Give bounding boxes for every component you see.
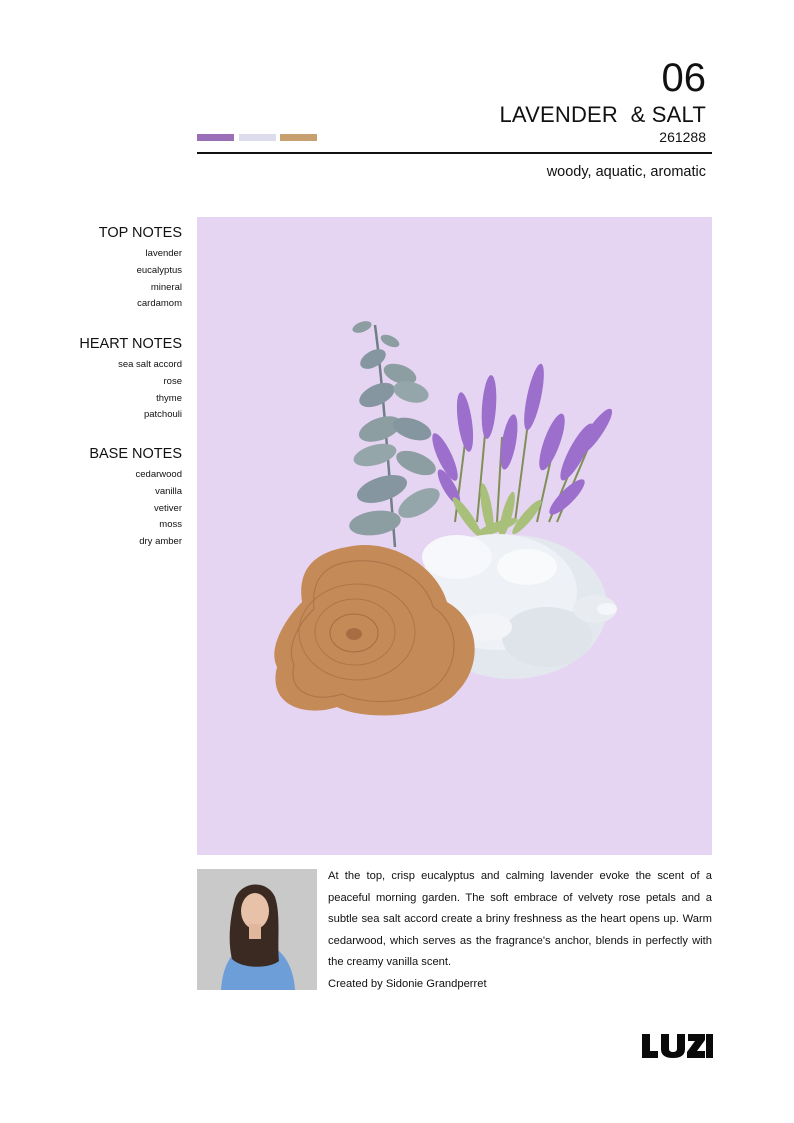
fragrance-code: 261288 [659, 129, 706, 145]
swatch-lightgray [239, 134, 276, 141]
top-notes-heading: TOP NOTES [98, 225, 182, 241]
fragrance-title: LAVENDER & SALT [499, 102, 706, 127]
top-notes [99, 224, 182, 313]
base-notes-list [89, 467, 182, 551]
top-notes-list [99, 246, 182, 313]
base-notes-heading: BASE NOTES [89, 446, 182, 462]
note-item: vanilla [155, 485, 182, 497]
luzi-logo [640, 1030, 714, 1060]
note-item: patchouli [143, 409, 182, 421]
description-text: At the top, crisp eucalyptus and calming lavender evoke the scent of a peaceful morning garden. The soft embrace of velvety rose petals and a subtle sea salt accord create a briny freshness as the heart opens up. Warm cedarwood, which serves as the fragrance's anchor, blends in perfectly with the creamy vanilla scent. [328, 870, 712, 969]
note-item: sea salt accord [118, 359, 182, 370]
heart-notes-heading: HEART NOTES [79, 336, 182, 352]
perfumer-portrait [197, 869, 317, 990]
heart-notes-list [79, 357, 182, 424]
note-item: dry amber [139, 536, 182, 548]
fragrance-description [328, 866, 712, 996]
heart-notes [79, 335, 182, 424]
header-rule [197, 152, 712, 154]
note-item: cedarwood [135, 469, 182, 480]
note-item: moss [159, 519, 182, 531]
note-item: lavender [145, 248, 182, 259]
note-item: rose [163, 375, 182, 387]
swatch-tan [280, 134, 317, 141]
note-item: vetiver [154, 502, 182, 514]
base-notes [89, 445, 182, 551]
fragrance-number: 06 [661, 56, 706, 100]
note-item: mineral [150, 281, 182, 293]
note-item: eucalyptus [136, 264, 182, 276]
ingredients-visual [197, 217, 712, 855]
scent-families: woody, aquatic, aromatic [546, 164, 706, 180]
note-item: cardamom [137, 298, 182, 310]
note-item: thyme [156, 392, 182, 404]
perfumer-credit: Created by Sidonie Grandperret [328, 977, 487, 990]
swatch-purple [197, 134, 234, 141]
